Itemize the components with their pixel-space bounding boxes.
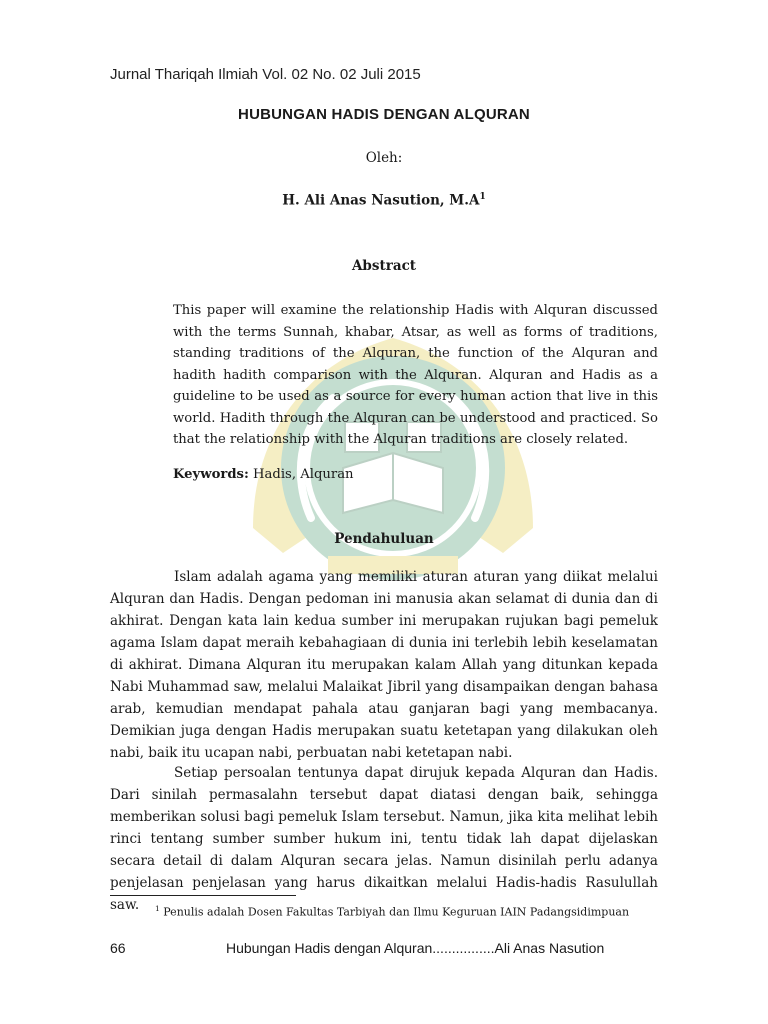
footnote-mark: 1 [155, 904, 160, 913]
author-name-text: H. Ali Anas Nasution, M.A [282, 192, 480, 209]
author-name [0, 192, 768, 209]
keywords-line [173, 467, 354, 482]
section-heading-pendahuluan: Pendahuluan [334, 531, 434, 547]
author-footnote-mark[interactable]: 1 [479, 192, 486, 202]
abstract-heading: Abstract [351, 258, 417, 274]
footnote-text: Penulis adalah Dosen Fakultas Tarbiyah dan Ilmu Keguruan IAIN Padangsidimpuan [159, 905, 630, 919]
article-title: HUBUNGAN HADIS DENGAN ALQURAN [238, 106, 530, 123]
running-footer: Hubungan Hadis dengan Alquran................Ali Anas Nasution [226, 940, 605, 956]
by-label: Oleh: [365, 150, 403, 166]
body-paragraph-2: Setiap persoalan tentunya dapat dirujuk kepada Alquran dan Hadis. Dari sinilah permasalahn tersebut dapat diatasi dengan baik, sehingga memberikan solusi bagi pemeluk Islam tersebut. Namun, jika kita melihat lebih rinci tentang sumber sumber hukum ini, tentu tidak lah dapat dijelaskan secara detail di dalam Alquran secara jelas. Namun disinilah perlu adanya penjelasan penjelasan yang harus dikaitkan melalui Hadis-hadis Rasulullah saw. [110, 765, 658, 913]
page-number: 66 [110, 940, 126, 956]
footnote-divider [110, 895, 296, 896]
keywords-label: Keywords: [173, 467, 249, 482]
keywords-value: Hadis, Alquran [248, 467, 354, 482]
emblem-book [343, 453, 443, 513]
journal-header: Jurnal Thariqah Ilmiah Vol. 02 No. 02 Juli 2015 [110, 66, 421, 83]
footnote [155, 904, 629, 919]
abstract-body: This paper will examine the relationship Hadis with Alquran discussed with the terms Sunnah, khabar, Atsar, as well as forms of traditions, standing traditions of the Alquran, the function of the Alquran and hadith hadith comparison with the Alquran. Alquran and Hadis as a guideline to be used as a source for every human action that live in this world. Hadith through the Alquran can be understood and practiced. So that the relationship with the Alquran traditions are closely related. [173, 303, 658, 447]
body-paragraph-1: Islam adalah agama yang memiliki aturan aturan yang diikat melalui Alquran dan Hadis. Dengan pedoman ini manusia akan selamat di dunia dan di akhirat. Dengan kata lain kedua sumber ini merupakan rujukan bagi pemeluk agama Islam dapat meraih kebahagiaan di dunia ini terlebih lebih keselamatan di akhirat. Dimana Alquran itu merupakan kalam Allah yang ditunkan kepada Nabi Muhammad saw, melalui Malaikat Jibril yang disampaikan dengan bahasa arab, kemudian mendapat pahala atau ganjaran bagi yang membacanya. Demikian juga dengan Hadis merupakan suatu ketetapan yang dilakukan oleh nabi, baik itu ucapan nabi, perbuatan nabi ketetapan nabi. [110, 569, 658, 761]
